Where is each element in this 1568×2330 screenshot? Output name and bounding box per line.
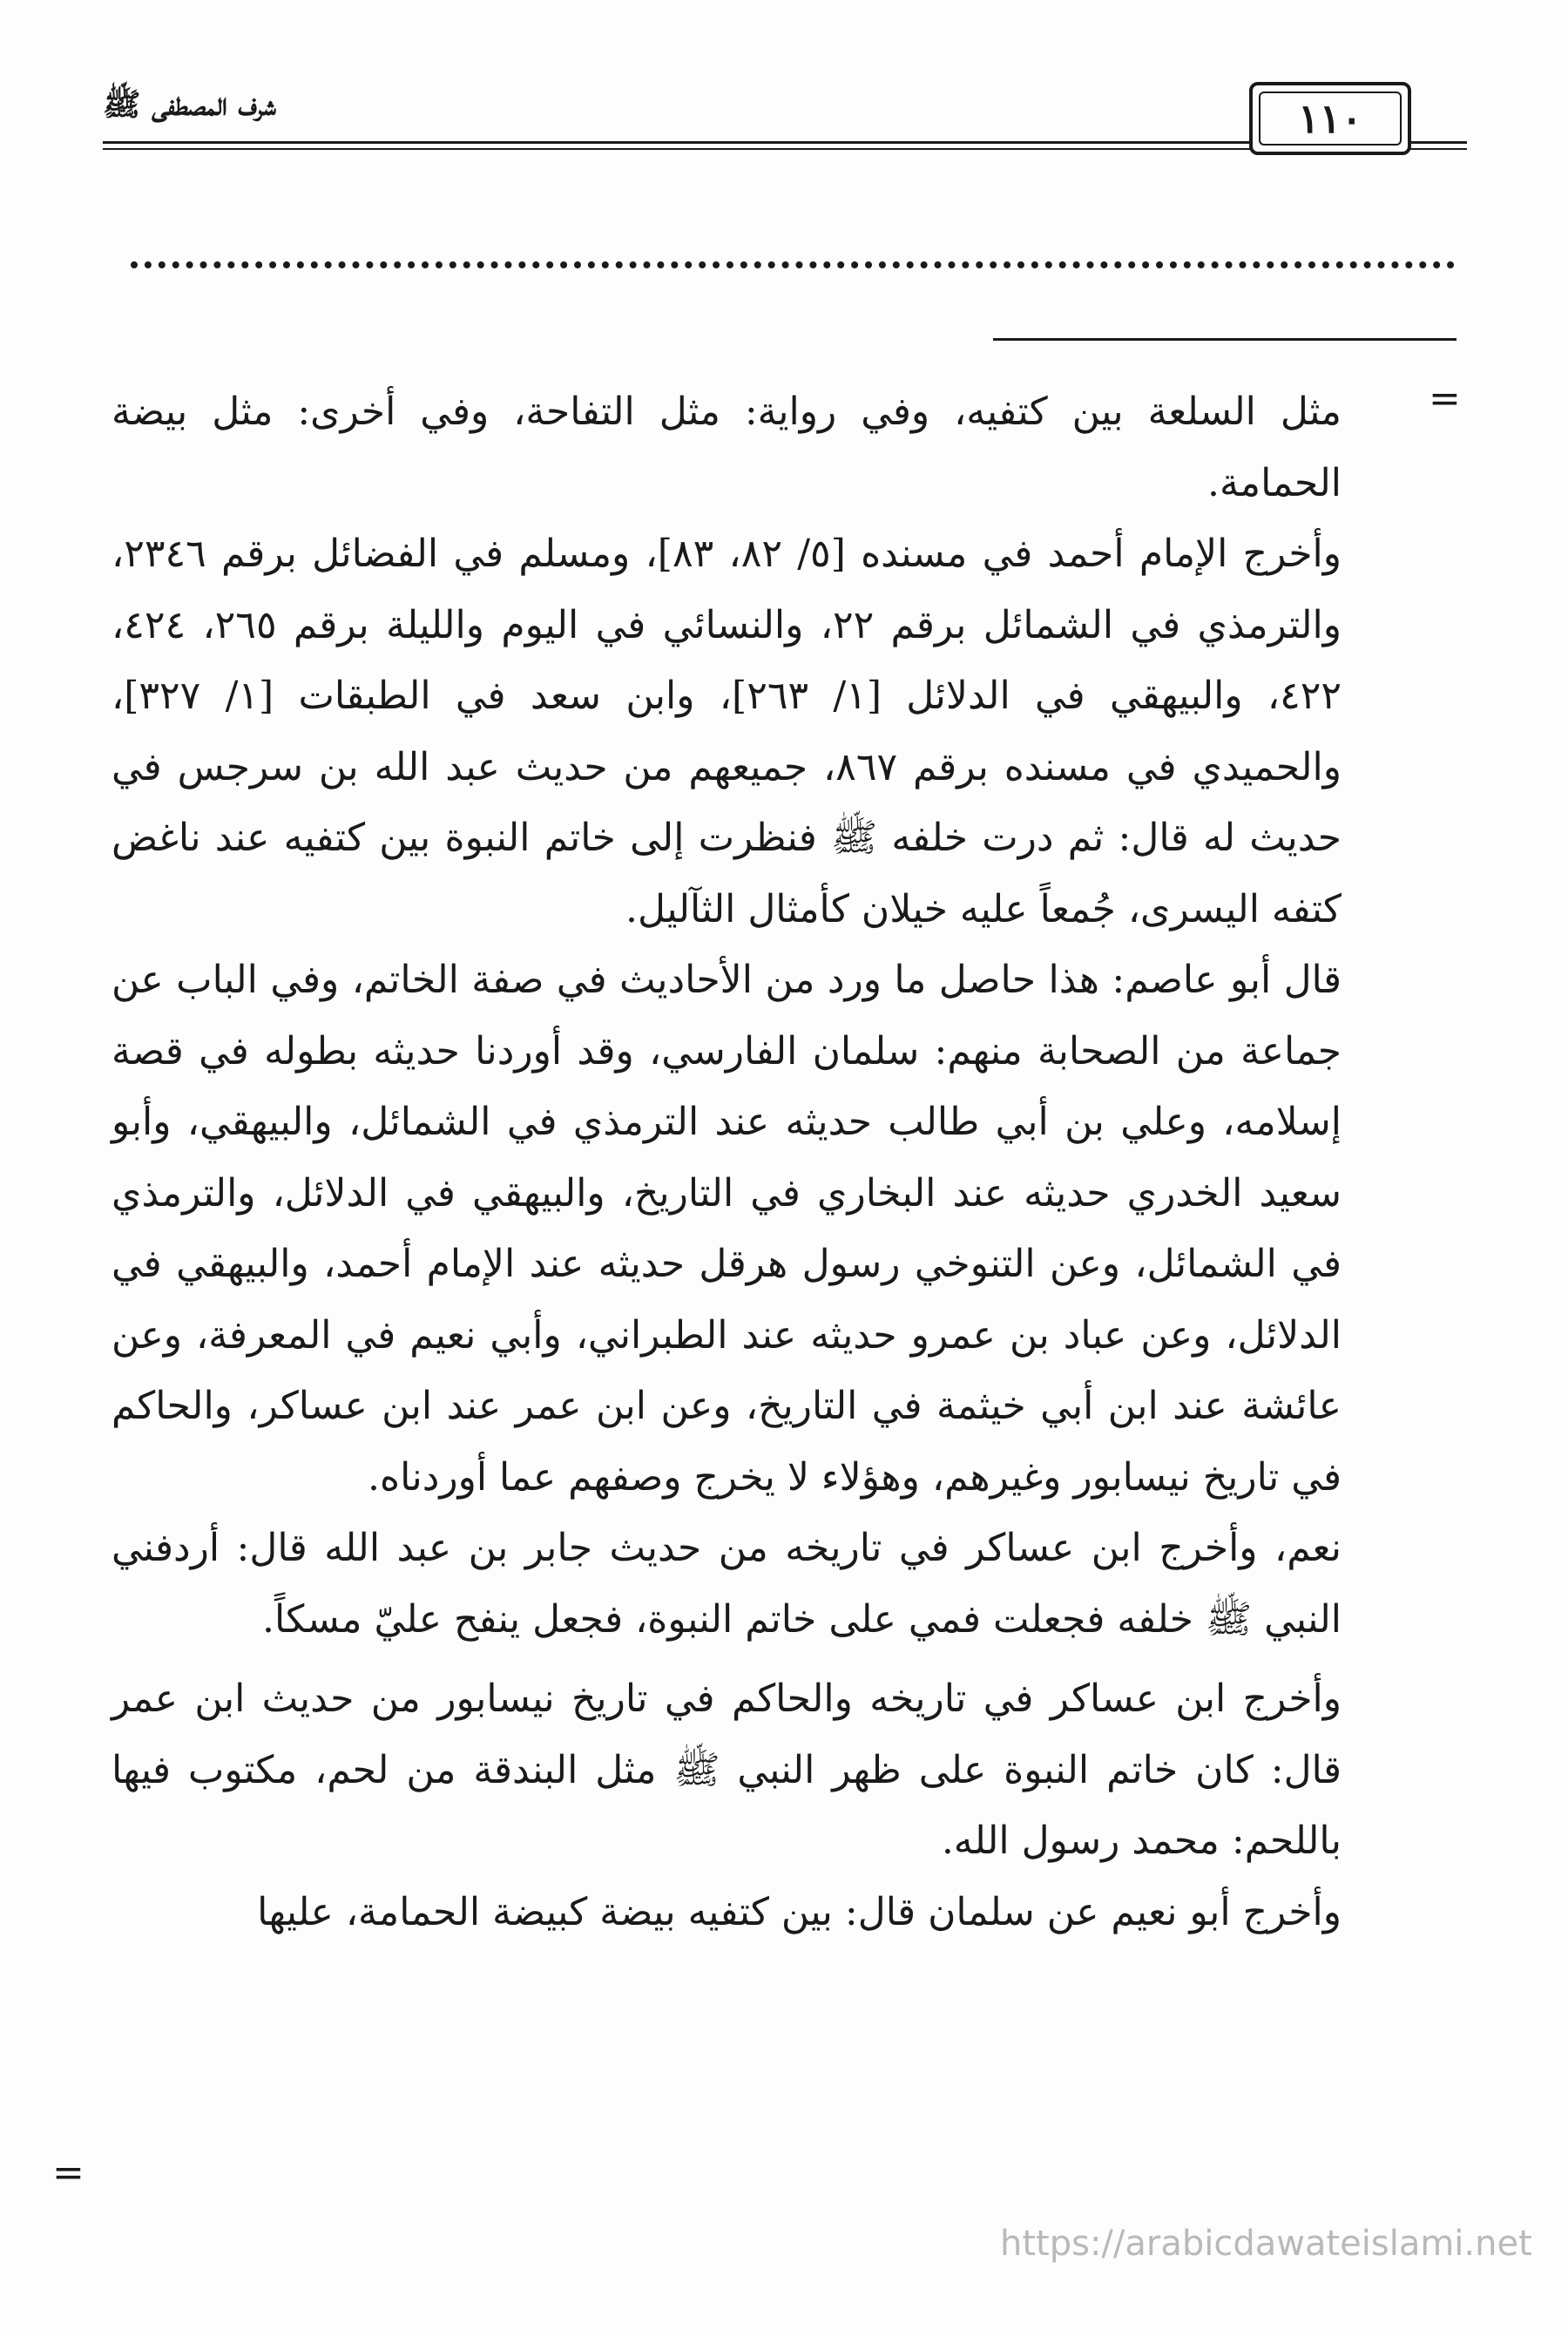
paragraph-6: وأخرج أبو نعيم عن سلمان قال: بين كتفيه بيضة كبيضة الحمامة، عليها [257,1889,1342,1934]
header-rule [103,141,1253,144]
header-rule-thin [103,148,1253,150]
page-number: ١١٠ [1259,91,1402,146]
watermark-url: https://arabicdawateislami.net [1000,2224,1532,2264]
paragraph-2: وأخرج الإمام أحمد في مسنده [٥/ ٨٢، ٨٣]، ومسلم في الفضائل برقم ٢٣٤٦، والترمذي في الشمائل برقم ٢٢، والنسائي في اليوم والليلة برقم ٢٦٥، ٤٢٤، ٤٢٢، والبيهقي في الدلائل [١/ ٢٦٣]، وابن سعد في الطبقات [١/ ٣٢٧]، والحميدي في مسنده برقم ٨٦٧، جميعهم من حديث عبد الله بن سرجس في حديث له قال: ثم درت خلفه ﷺ فنظرت إلى خاتم النبوة بين كتفيه عند ناغض كتفه اليسرى، جُمعاً عليه خيلان كأمثال الثآليل. [112,532,1342,931]
footnote-rule [993,338,1456,341]
paragraph-5: وأخرج ابن عساكر في تاريخه والحاكم في تاريخ نيسابور من حديث ابن عمر قال: كان خاتم النبوة على ظهر النبي ﷺ مثل البندقة من لحم، مكتوب فيها باللحم: محمد رسول الله. [112,1676,1342,1863]
page-number-frame [1249,82,1411,155]
header-rule-right-thin [1409,148,1467,150]
header-rule-right [1409,141,1467,144]
dotted-separator [131,261,1455,268]
page-header [103,80,1462,159]
paragraph-1: مثل السلعة بين كتفيه، وفي رواية: مثل التفاحة، وفي أخرى: مثل بيضة الحمامة. [112,389,1342,505]
footnote-text [112,376,1342,1947]
continuation-mark-top: = [1429,376,1461,421]
paragraph-4: نعم، وأخرج ابن عساكر في تاريخه من حديث جابر بن عبد الله قال: أردفني النبي ﷺ خلفه فجعلت فمي على خاتم النبوة، فجعل ينفح عليّ مسكاً. [112,1526,1342,1642]
running-title: شرف المصطفى ﷺ [103,86,276,123]
continuation-mark-bottom: = [52,2151,84,2195]
paragraph-3: قال أبو عاصم: هذا حاصل ما ورد من الأحاديث في صفة الخاتم، وفي الباب عن جماعة من الصحابة منهم: سلمان الفارسي، وقد أوردنا حديثه بطوله في قصة إسلامه، وعلي بن أبي طالب حديثه عند الترمذي في الشمائل، والبيهقي، وأبو سعيد الخدري حديثه عند البخاري في التاريخ، والبيهقي في الدلائل، والترمذي في الشمائل، وعن التنوخي رسول هرقل حديثه عند الإمام أحمد، والبيهقي في الدلائل، وعن عباد بن عمرو حديثه عند الطبراني، وأبي نعيم في المعرفة، وعن عائشة عند ابن أبي خيثمة في التاريخ، وعن ابن عمر عند ابن عساكر، والحاكم في تاريخ نيسابور وغيرهم، وهؤلاء لا يخرج وصفهم عما أوردناه. [112,958,1342,1500]
